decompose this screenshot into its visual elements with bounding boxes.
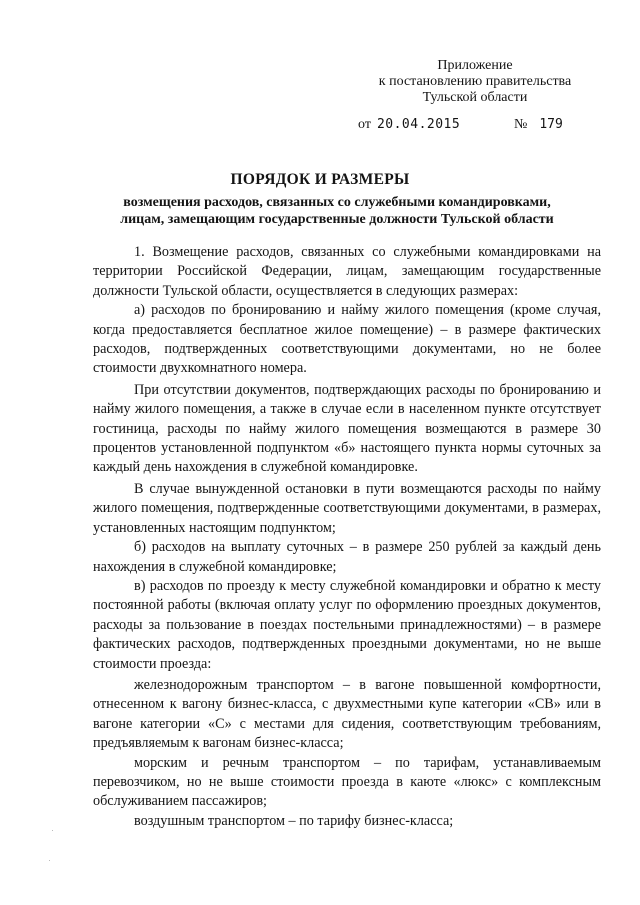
appendix-line: Тульской области <box>422 90 528 105</box>
paragraph-4: В случае вынужденной остановки в пути возмещаются расходы по найму жилого помещения, подтвержденные соответствующими документами, в размерах, установленных настоящим подпунктом; <box>93 480 601 536</box>
document-subtitle <box>84 194 590 228</box>
scan-speck <box>52 830 53 831</box>
date-prefix: от <box>358 117 371 132</box>
number-prefix: № <box>514 117 528 132</box>
scan-speck <box>49 860 50 861</box>
number-value: 179 <box>539 117 563 132</box>
paragraph-8: морским и речным транспортом – по тарифам, устанавливаемым перевозчиком, но не выше стоимости проезда в каюте «люкс» с комплексным обслуживанием пассажиров; <box>93 754 601 810</box>
paragraph-2: а) расходов по бронированию и найму жилого помещения (кроме случая, когда предоставляется бесплатное жилое помещение) – в размере фактических расходов, подтвержденных соответствующими документами, но не более стоимости двухкомнатного номера. <box>93 302 601 377</box>
number-line <box>514 117 563 133</box>
document-title: ПОРЯДОК И РАЗМЕРЫ <box>230 171 410 188</box>
paragraph-5: б) расходов на выплату суточных – в размере 250 рублей за каждый день нахождения в служебной командировке; <box>93 539 601 575</box>
date-value: 20.04.2015 <box>376 117 461 132</box>
paragraph-9: воздушным транспортом – по тарифу бизнес-класса; <box>134 812 454 829</box>
paragraph-7: железнодорожным транспортом – в вагоне повышенной комфортности, отнесенном к вагону бизнес-класса, с двухместными купе категории «СВ» или в вагоне категории «С» с местами для сидения, соответствующим требованиям, предъявляемым к вагонам бизнес-класса; <box>93 676 601 752</box>
date-line <box>358 117 460 133</box>
paragraph-6: в) расходов по проезду к месту служебной командировки и обратно к месту постоянной работы (включая оплату услуг по оформлению проездных документов, расходы за пользование в поездах постельными принадлежностями) – в размере фактических расходов, подтвержденных проездными документами, но не выше стоимости проезда: <box>93 577 601 672</box>
appendix-header <box>360 58 590 106</box>
appendix-line: Приложение <box>437 58 513 73</box>
appendix-line: к постановлению правительства <box>378 74 572 89</box>
subtitle-line: лицам, замещающим государственные должности Тульской области <box>120 212 554 227</box>
paragraph-1: 1. Возмещение расходов, связанных со служебными командировками на территории Российской Федерации, лицам, замещающим государственные должности Тульской области, осуществляется в следующих размерах: <box>93 244 601 299</box>
document-body <box>93 243 601 831</box>
paragraph-3: При отсутствии документов, подтверждающих расходы по бронированию и найму жилого помещения, а также в случае если в населенном пункте отсутствует гостиница, расходы по найму жилого помещения возмещаются в размере 30 процентов установленной подпунктом «б» настоящего пункта нормы суточных за каждый день нахождения в служебной командировке. <box>93 381 601 476</box>
subtitle-line: возмещения расходов, связанных со служебными командировками, <box>123 195 551 210</box>
